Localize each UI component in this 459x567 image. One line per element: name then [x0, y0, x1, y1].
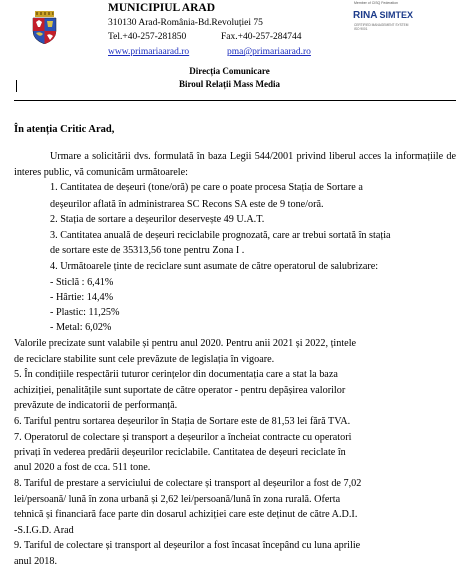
- cert-subtitle: [354, 23, 408, 31]
- answer-line: 6. Tariful pentru sortarea deșeurilor în Stația de Sortare este de 81,53 lei fără TVA.: [14, 416, 351, 427]
- address: 310130 Arad-România-Bd.Revoluției 75: [108, 18, 263, 28]
- website-link[interactable]: www.primariaarad.ro: [108, 47, 190, 57]
- text-cursor: [16, 80, 17, 92]
- salutation: În atenția Critic Arad,: [14, 124, 115, 135]
- answer-line: - Hârtie: 14,4%: [50, 292, 114, 303]
- answer-line: privați în vederea predării deșeurilor reciclabile. Cantitatea de deșeuri reciclate în: [14, 447, 346, 458]
- cert-logo-a: RINA: [353, 10, 378, 21]
- org-name: MUNICIPIUL ARAD: [108, 2, 216, 14]
- answer-line: achiziției, penalitățile sunt suportate de către operator - pentru depășirea valorilor: [14, 385, 346, 396]
- phone: Tel.+40-257-281850: [108, 32, 187, 42]
- cert-member-text: Member of CISQ Federation: [354, 1, 398, 5]
- cert-brand: [353, 10, 413, 21]
- answer-line: 1. Cantitatea de deșeuri (tone/oră) pe care o poate procesa Stația de Sortare a: [50, 182, 363, 193]
- answer-line: Valorile precizate sunt valabile și pentru anul 2020. Pentru anii 2021 și 2022, țintele: [14, 338, 357, 349]
- answer-line: - Plastic: 11,25%: [50, 307, 120, 318]
- answer-line: - Metal: 6,02%: [50, 322, 112, 333]
- cert-logo-b: SIMTEX: [379, 10, 413, 20]
- answer-line: tehnică și financiară face parte din dosarul achiziției care este deținut de către A.D.I.: [14, 509, 358, 520]
- answer-line: -S.I.G.D. Arad: [14, 525, 74, 536]
- answer-line: prevăzute de indicatorii de performanță.: [14, 400, 178, 411]
- office-name: [0, 79, 459, 89]
- arad-coat-of-arms-icon: [31, 11, 58, 44]
- answer-line: 7. Operatorul de colectare și transport a deșeurilor a încheiat contracte cu operatori: [14, 432, 352, 443]
- contact-phones: [108, 32, 302, 42]
- answer-line: de sortare este de 35313,56 tone pentru Zona I .: [50, 245, 245, 256]
- answer-line: 8. Tariful de prestare a serviciului de colectare și transport al deșeurilor a fost de 7,02: [14, 478, 362, 489]
- answer-line: 3. Cantitatea anuală de deșeuri reciclabile prognozată, care ar trebui sortată în stația: [50, 230, 391, 241]
- answer-line: anul 2020 a fost de cca. 511 tone.: [14, 462, 151, 473]
- fax: Fax.+40-257-284744: [221, 32, 302, 42]
- cert-line2: ISO 9001: [354, 27, 368, 31]
- header-divider: [14, 100, 456, 101]
- answer-line: de reciclare stabilite sunt cele prevăzute de legislația în vigoare.: [14, 354, 275, 365]
- answer-line: - Sticlă : 6,41%: [50, 277, 114, 288]
- answer-line: deșeurilor aflată în administrarea SC Recons SA este de 9 tone/oră.: [50, 199, 324, 210]
- department-name: Direcția Comunicare: [189, 66, 270, 76]
- contact-web: [108, 47, 311, 57]
- intro-paragraph: Urmare a solicitării dvs. formulată în baza Legii 544/2001 privind liberul acces la informațiile de interes public, vă comunicăm următoarele:: [14, 151, 456, 178]
- answer-line: 4. Următoarele ținte de reciclare sunt asumate de către operatorul de salubrizare:: [50, 261, 379, 272]
- answer-line: 9. Tariful de colectare și transport al deșeurilor a fost încasat începând cu luna aprilie: [14, 540, 361, 551]
- cert-line1: CERTIFIED MANAGEMENT SYSTEM: [354, 23, 409, 27]
- answer-line: anul 2018.: [14, 556, 58, 567]
- answer-line: lei/persoană/ lună în zona urbană și 2,62 lei/persoană/lună în zona rurală. Oferta: [14, 494, 341, 505]
- answer-line: 5. În condițiile respectării tuturor cerințelor din documentația care a stat la baza: [14, 369, 338, 380]
- answer-line: 2. Stația de sortare a deșeurilor deservește 49 U.A.T.: [50, 214, 265, 225]
- office-name-text: Biroul Relații Mass Media: [178, 79, 281, 89]
- email-link[interactable]: pma@primariaarad.ro: [227, 47, 311, 57]
- certification-logo: [350, 1, 456, 31]
